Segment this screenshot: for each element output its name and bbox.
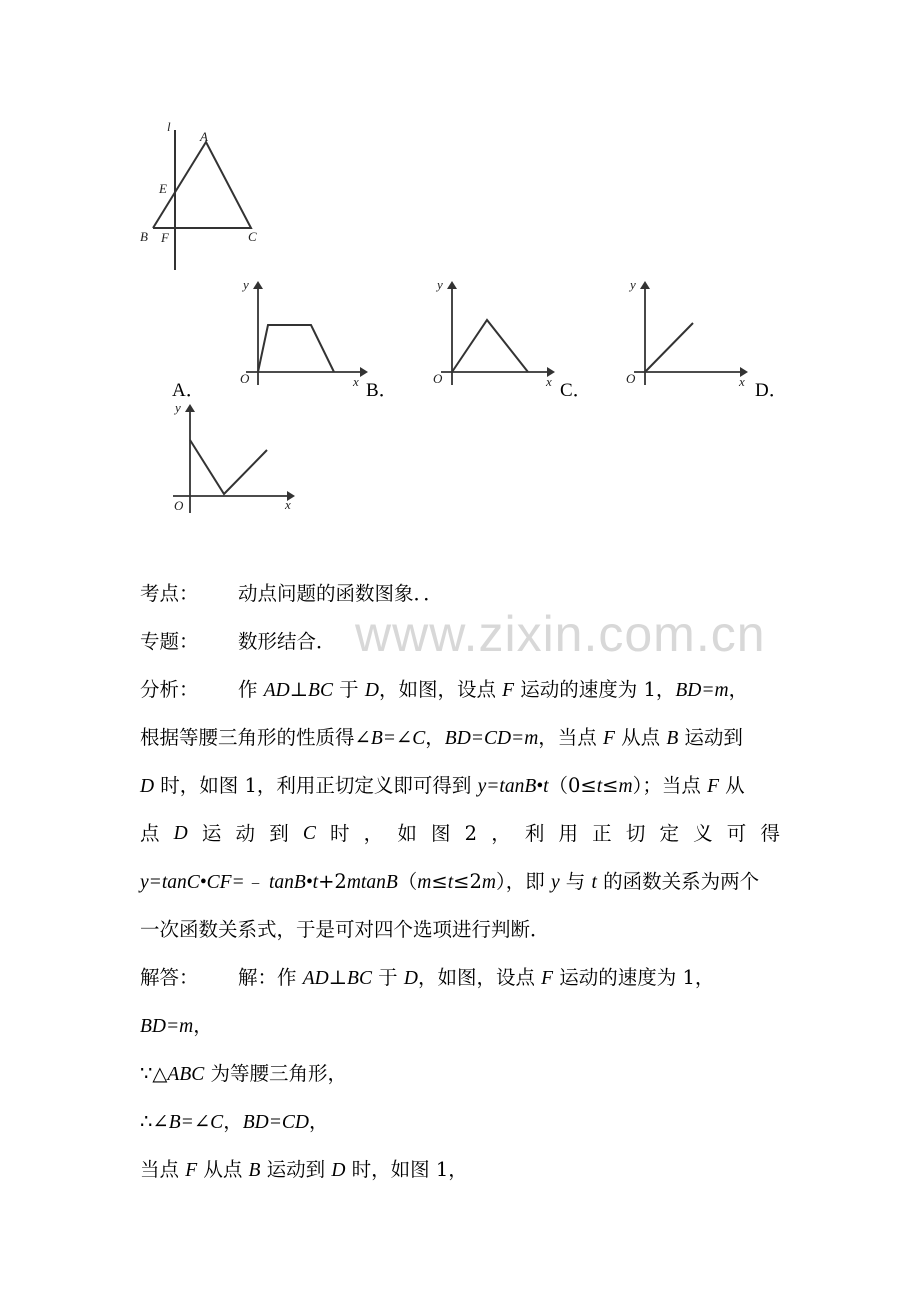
math: D: [173, 823, 188, 844]
text: 图: [430, 822, 451, 845]
math: C: [302, 823, 316, 844]
text: 正: [592, 822, 612, 845]
text: 用: [558, 822, 579, 845]
math: ABC: [167, 1064, 205, 1085]
text: （0≤: [548, 774, 597, 797]
text: （: [397, 870, 418, 893]
jieda-line-1: [140, 966, 714, 991]
text: 点: [140, 822, 160, 845]
text: ≤: [602, 774, 619, 797]
text: 当点: [140, 1158, 186, 1181]
text: ，当点: [538, 726, 603, 749]
y-arrow-icon: [253, 281, 263, 289]
x-label: x: [739, 374, 745, 389]
zhuanti-label: 专题：: [140, 630, 199, 653]
text: 可: [726, 822, 747, 845]
text: 切: [625, 822, 646, 845]
label-f: F: [161, 230, 169, 245]
text: ，: [193, 1014, 213, 1037]
triangle-figure: [130, 115, 270, 275]
math: F: [707, 776, 719, 797]
math: F: [502, 680, 515, 701]
fenxi-line-1: [140, 678, 748, 703]
math: D: [364, 680, 379, 701]
text: ≤: [431, 870, 448, 893]
text: 时，如图 1，利用正切定义即可得到: [154, 774, 478, 797]
text: +2: [318, 870, 347, 893]
text: ，: [425, 726, 445, 749]
math: F: [602, 728, 615, 749]
text: ，: [223, 1110, 243, 1133]
origin-label: O: [240, 371, 250, 386]
text: 运动到: [260, 1158, 332, 1181]
text: 得: [760, 822, 780, 845]
y-arrow-icon: [185, 404, 195, 412]
y-label: y: [175, 400, 181, 415]
math: mtanB: [346, 872, 398, 893]
text: 一次函数关系式，于是可对四个选项进行判断．: [140, 918, 550, 941]
jieda-line-2: [140, 1014, 213, 1039]
kaodian-text: 动点问题的函数图象．．: [238, 582, 443, 605]
label-c: C: [248, 229, 257, 244]
text: 于: [332, 678, 365, 701]
jieda-line-3: [140, 1062, 347, 1087]
text: 从点: [614, 726, 667, 749]
fenxi-line-6: [140, 918, 550, 942]
zhuanti-text: 数形结合．: [238, 630, 336, 653]
label-a: A: [200, 129, 208, 144]
kaodian-label: 考点：: [140, 582, 199, 605]
y-label: y: [630, 277, 636, 292]
math: ∠B=∠C: [152, 1112, 224, 1133]
kaodian-line: [140, 582, 443, 606]
math: t: [447, 872, 454, 893]
text: ∵△: [140, 1062, 168, 1085]
text: 于: [371, 966, 404, 989]
text: 运动到: [678, 726, 743, 749]
text: ，: [308, 1110, 329, 1133]
y-arrow-icon: [447, 281, 457, 289]
math: m: [481, 872, 496, 893]
y-label: y: [437, 277, 443, 292]
math: F: [185, 1160, 198, 1181]
option-b-graph: [427, 275, 567, 395]
text: 2: [464, 822, 478, 845]
y-label: y: [243, 277, 249, 292]
option-c-graph: [620, 275, 760, 395]
text: 根据等腰三角形的性质得: [140, 726, 355, 749]
text: ≤2: [453, 870, 482, 893]
option-a-label[interactable]: A．: [172, 380, 205, 401]
x-label: x: [285, 497, 291, 512]
option-c-label[interactable]: C．: [560, 380, 592, 401]
math: F: [541, 968, 554, 989]
text: 为等腰三角形，: [204, 1062, 347, 1085]
function-graph: [258, 325, 334, 372]
text: 如: [397, 822, 417, 845]
y-arrow-icon: [640, 281, 650, 289]
text: 定: [659, 822, 679, 845]
math: B: [666, 728, 679, 749]
text: 与: [559, 870, 592, 893]
text: ），即: [495, 870, 551, 893]
math: D: [331, 1160, 346, 1181]
text: ）；当点: [632, 774, 708, 797]
math: t: [591, 872, 597, 893]
math: y=tanC•CF=﹣ tanB•t: [140, 872, 319, 893]
fenxi-line-4: [140, 822, 780, 846]
math: D: [403, 968, 418, 989]
text: ，如图，设点: [378, 678, 503, 701]
function-graph: [645, 323, 693, 372]
label-l: l: [167, 119, 171, 134]
fenxi-line-5: [140, 870, 759, 895]
origin-label: O: [433, 371, 443, 386]
triangle-abc: [153, 142, 251, 228]
text: 运: [201, 822, 222, 845]
math: AD⊥BC: [302, 968, 372, 989]
math: BD=m: [675, 680, 729, 701]
watermark: www.zixin.com.cn: [355, 606, 766, 662]
math: B: [248, 1160, 261, 1181]
math: BD=m: [140, 1016, 194, 1037]
text: 从点: [197, 1158, 249, 1181]
jieda-label: 解答：: [140, 966, 199, 989]
math: m: [618, 776, 633, 797]
origin-label: O: [626, 371, 636, 386]
text: 到: [269, 822, 289, 845]
math: ∠B=∠C: [354, 728, 426, 749]
math: BD=CD=m: [444, 728, 539, 749]
option-d-label[interactable]: D．: [755, 380, 788, 401]
fenxi-line-3: [140, 774, 745, 799]
text: 从: [718, 774, 745, 797]
option-b-label[interactable]: B．: [366, 380, 398, 401]
text: 的函数关系为两个: [596, 870, 760, 893]
jieda-line-5: [140, 1158, 468, 1183]
text: 运动的速度为 1，: [553, 966, 715, 989]
fenxi-label: 分析：: [140, 678, 199, 701]
text: ，: [491, 822, 511, 845]
label-e: E: [159, 181, 167, 196]
math: D: [140, 776, 155, 797]
x-label: x: [353, 374, 359, 389]
math: y: [550, 872, 560, 893]
math: y=tanB•t: [477, 776, 549, 797]
text: ∴: [140, 1110, 153, 1133]
label-b: B: [140, 229, 148, 244]
origin-label: O: [174, 498, 184, 513]
text: 运动的速度为 1，: [514, 678, 676, 701]
math: t: [596, 776, 603, 797]
text: 作: [238, 678, 264, 701]
text: ，: [363, 822, 384, 845]
x-label: x: [546, 374, 552, 389]
text: 时，如图 1，: [345, 1158, 468, 1181]
option-d-graph: [165, 398, 305, 518]
text: 时: [330, 822, 350, 845]
zhuanti-line: [140, 630, 336, 654]
jieda-line-4: [140, 1110, 328, 1135]
math: m: [417, 872, 432, 893]
math: BD=CD: [242, 1112, 309, 1133]
option-a-graph: [232, 275, 372, 395]
text: ，如图，设点: [417, 966, 542, 989]
text: 利: [524, 822, 545, 845]
function-graph: [452, 320, 528, 372]
text: ，: [728, 678, 749, 701]
text: 义: [693, 822, 713, 845]
function-graph: [190, 440, 267, 494]
fenxi-line-2: [140, 726, 743, 751]
math: AD⊥BC: [263, 680, 333, 701]
text: 动: [235, 822, 256, 845]
text: 解：作: [238, 966, 303, 989]
